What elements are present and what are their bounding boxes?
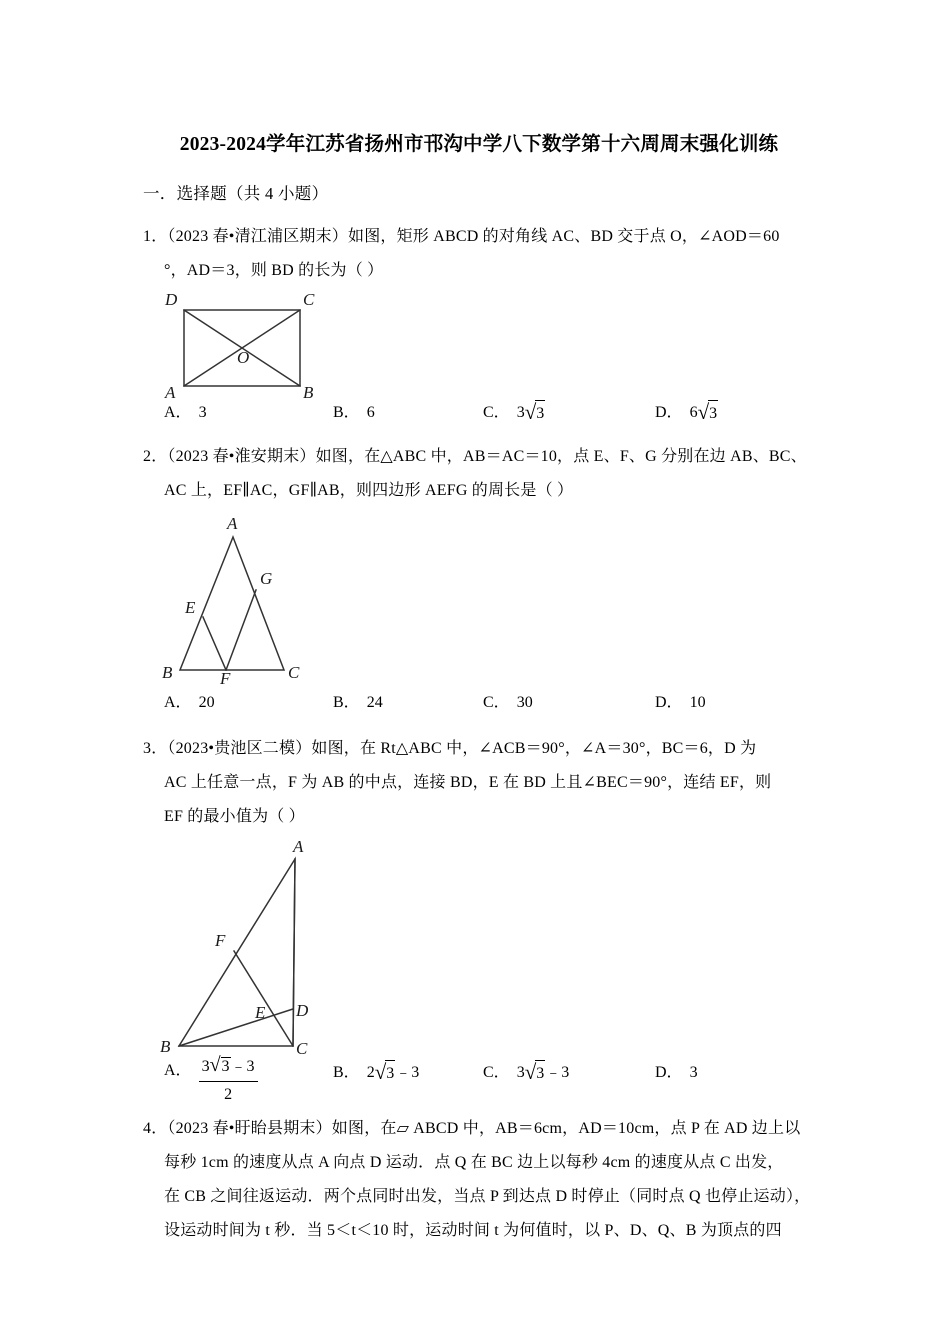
option-3-c-coefficient: 3 <box>516 1064 525 1081</box>
question-3-line-3: EF 的最小值为（ ） <box>164 808 305 825</box>
option-3-a-fraction <box>199 1052 258 1107</box>
question-4-line-1: 4．（2023 春•盱眙县期末）如图，在▱ ABCD 中，AB＝6cm，AD＝10cm，点 P 在 AD 边上以 <box>143 1120 801 1137</box>
right-triangle-abc-svg <box>143 836 373 1058</box>
option-1-d-radicand: 3 <box>708 400 718 427</box>
option-3-a[interactable] <box>164 1050 258 1105</box>
option-1-b[interactable] <box>333 398 375 428</box>
option-1-b-label: B． <box>333 404 360 421</box>
section-heading-choice-questions: 一．选择题（共 4 小题） <box>143 184 329 203</box>
option-3-b[interactable] <box>333 1058 419 1088</box>
option-3-d-value: 3 <box>689 1064 698 1081</box>
option-3-a-denominator: 2 <box>224 1086 233 1103</box>
option-1-d-label: D． <box>655 404 683 421</box>
option-2-b[interactable] <box>333 688 383 718</box>
option-1-c-radical <box>517 398 546 428</box>
option-1-c[interactable] <box>483 398 545 428</box>
option-1-a-value: 3 <box>198 404 207 421</box>
option-2-c[interactable] <box>483 688 533 718</box>
figure-label-d: D <box>165 290 178 309</box>
option-2-a-label: A． <box>164 694 192 711</box>
question-1-line-2: °，AD＝3，则 BD 的长为（ ） <box>164 262 384 279</box>
option-3-b-coefficient: 2 <box>366 1064 375 1081</box>
figure-label-b: B <box>303 383 314 402</box>
radical-sign-icon: √ <box>524 1060 537 1084</box>
isosceles-triangle-abc-svg <box>143 512 363 688</box>
option-3-c[interactable] <box>483 1058 569 1088</box>
figure-label-a: A <box>293 837 304 856</box>
figure-label-b: B <box>162 663 173 682</box>
option-3-b-suffix: ﹣3 <box>395 1064 420 1081</box>
option-3-c-radicand: 3 <box>535 1060 545 1087</box>
option-1-c-label: C． <box>483 404 510 421</box>
figure-label-c: C <box>296 1039 308 1058</box>
figure-question-2 <box>143 512 815 688</box>
figure-label-f: F <box>220 669 231 688</box>
segment-ac <box>293 859 295 1046</box>
option-2-b-label: B． <box>333 694 360 711</box>
figure-label-d: D <box>296 1001 309 1020</box>
figure-label-c: C <box>288 663 300 682</box>
option-3-b-radicand: 3 <box>385 1060 395 1087</box>
question-4-line-4: 设运动时间为 t 秒．当 5＜t＜10 时，运动时间 t 为何值时，以 P、D、Q、B 为顶点的四 <box>164 1222 782 1239</box>
option-3-b-radical <box>367 1058 420 1088</box>
question-3 <box>143 732 815 1102</box>
triangle-abc-outline <box>179 859 295 1046</box>
option-3-a-num-coefficient: 3 <box>201 1058 210 1075</box>
radical-sign-icon: √ <box>524 400 537 424</box>
option-3-c-radical <box>517 1058 570 1088</box>
option-3-c-suffix: ﹣3 <box>545 1064 570 1081</box>
question-3-line-1: 3．（2023•贵池区二模）如图，在 Rt△ABC 中，∠ACB＝90°，∠A＝30°，BC＝6，D 为 <box>143 740 757 757</box>
question-1-options <box>143 398 815 432</box>
segment-gf <box>226 590 256 670</box>
figure-label-a: A <box>165 383 176 402</box>
option-1-a[interactable] <box>164 398 207 428</box>
figure-label-f: F <box>215 931 226 950</box>
figure-label-e: E <box>255 1003 266 1022</box>
option-3-a-num-radicand: 3 <box>221 1058 230 1075</box>
radical-sign-icon: √ <box>697 400 710 424</box>
option-1-b-value: 6 <box>366 404 375 421</box>
segment-bd <box>179 1009 293 1046</box>
question-2-line-2: AC 上，EF∥AC，GF∥AB，则四边形 AEFG 的周长是（ ） <box>164 482 574 499</box>
question-2-options <box>143 688 815 722</box>
question-4-line-3: 在 CB 之间往返运动．两个点同时出发，当点 P 到达点 D 时停止（同时点 Q 也停止运动）， <box>164 1188 811 1205</box>
option-3-a-label: A． <box>164 1062 192 1079</box>
option-3-a-numerator <box>199 1052 258 1082</box>
segment-ef <box>203 617 226 670</box>
option-2-d[interactable] <box>655 688 706 718</box>
question-2-line-1: 2．（2023 春•淮安期末）如图，在△ABC 中，AB＝AC＝10，点 E、F、G 分别在边 AB、BC、 <box>143 448 807 465</box>
figure-label-o: O <box>237 348 250 367</box>
option-3-d[interactable] <box>655 1058 698 1088</box>
option-2-a[interactable] <box>164 688 215 718</box>
option-2-b-value: 24 <box>366 694 383 711</box>
question-1 <box>143 220 815 432</box>
segment-fc <box>234 951 293 1046</box>
option-1-c-radicand: 3 <box>535 400 545 427</box>
option-2-c-value: 30 <box>516 694 533 711</box>
figure-label-e: E <box>185 598 196 617</box>
option-1-d-coefficient: 6 <box>689 404 698 421</box>
option-1-d[interactable] <box>655 398 718 428</box>
question-3-options <box>143 1050 815 1102</box>
option-2-d-value: 10 <box>689 694 706 711</box>
question-1-line-1: 1．（2023 春•清江浦区期末）如图，矩形 ABCD 的对角线 AC、BD 交于点 O，∠AOD＝60 <box>143 228 780 245</box>
option-3-d-label: D． <box>655 1064 683 1081</box>
option-1-c-coefficient: 3 <box>516 404 525 421</box>
triangle-abc-outline <box>180 537 284 670</box>
option-1-d-radical <box>690 398 719 428</box>
option-3-a-num-suffix: ﹣3 <box>230 1058 255 1075</box>
question-4 <box>143 1112 815 1248</box>
figure-question-1 <box>143 290 815 402</box>
question-3-line-2: AC 上任意一点，F 为 AB 的中点，连接 BD，E 在 BD 上且∠BEC＝90°，连结 EF，则 <box>164 774 772 791</box>
option-2-a-value: 20 <box>198 694 215 711</box>
radical-sign-icon: √ <box>209 1054 221 1076</box>
option-3-b-label: B． <box>333 1064 360 1081</box>
question-2 <box>143 440 815 722</box>
rectangle-abcd-diagonals-svg <box>143 290 363 402</box>
question-4-line-2: 每秒 1cm 的速度从点 A 向点 D 运动．点 Q 在 BC 边上以每秒 4cm 的速度从点 C 出发， <box>164 1154 784 1171</box>
figure-label-g: G <box>260 569 273 588</box>
page-title: 2023-2024学年江苏省扬州市邗沟中学八下数学第十六周周末强化训练 <box>179 134 779 155</box>
figure-label-b: B <box>160 1037 171 1056</box>
option-2-d-label: D． <box>655 694 683 711</box>
figure-label-c: C <box>303 290 315 309</box>
option-2-c-label: C． <box>483 694 510 711</box>
radical-sign-icon: √ <box>374 1060 387 1084</box>
figure-label-a: A <box>227 514 238 533</box>
option-1-a-label: A． <box>164 404 192 421</box>
option-3-c-label: C． <box>483 1064 510 1081</box>
page-content <box>143 0 815 1248</box>
figure-question-3 <box>143 836 815 1058</box>
